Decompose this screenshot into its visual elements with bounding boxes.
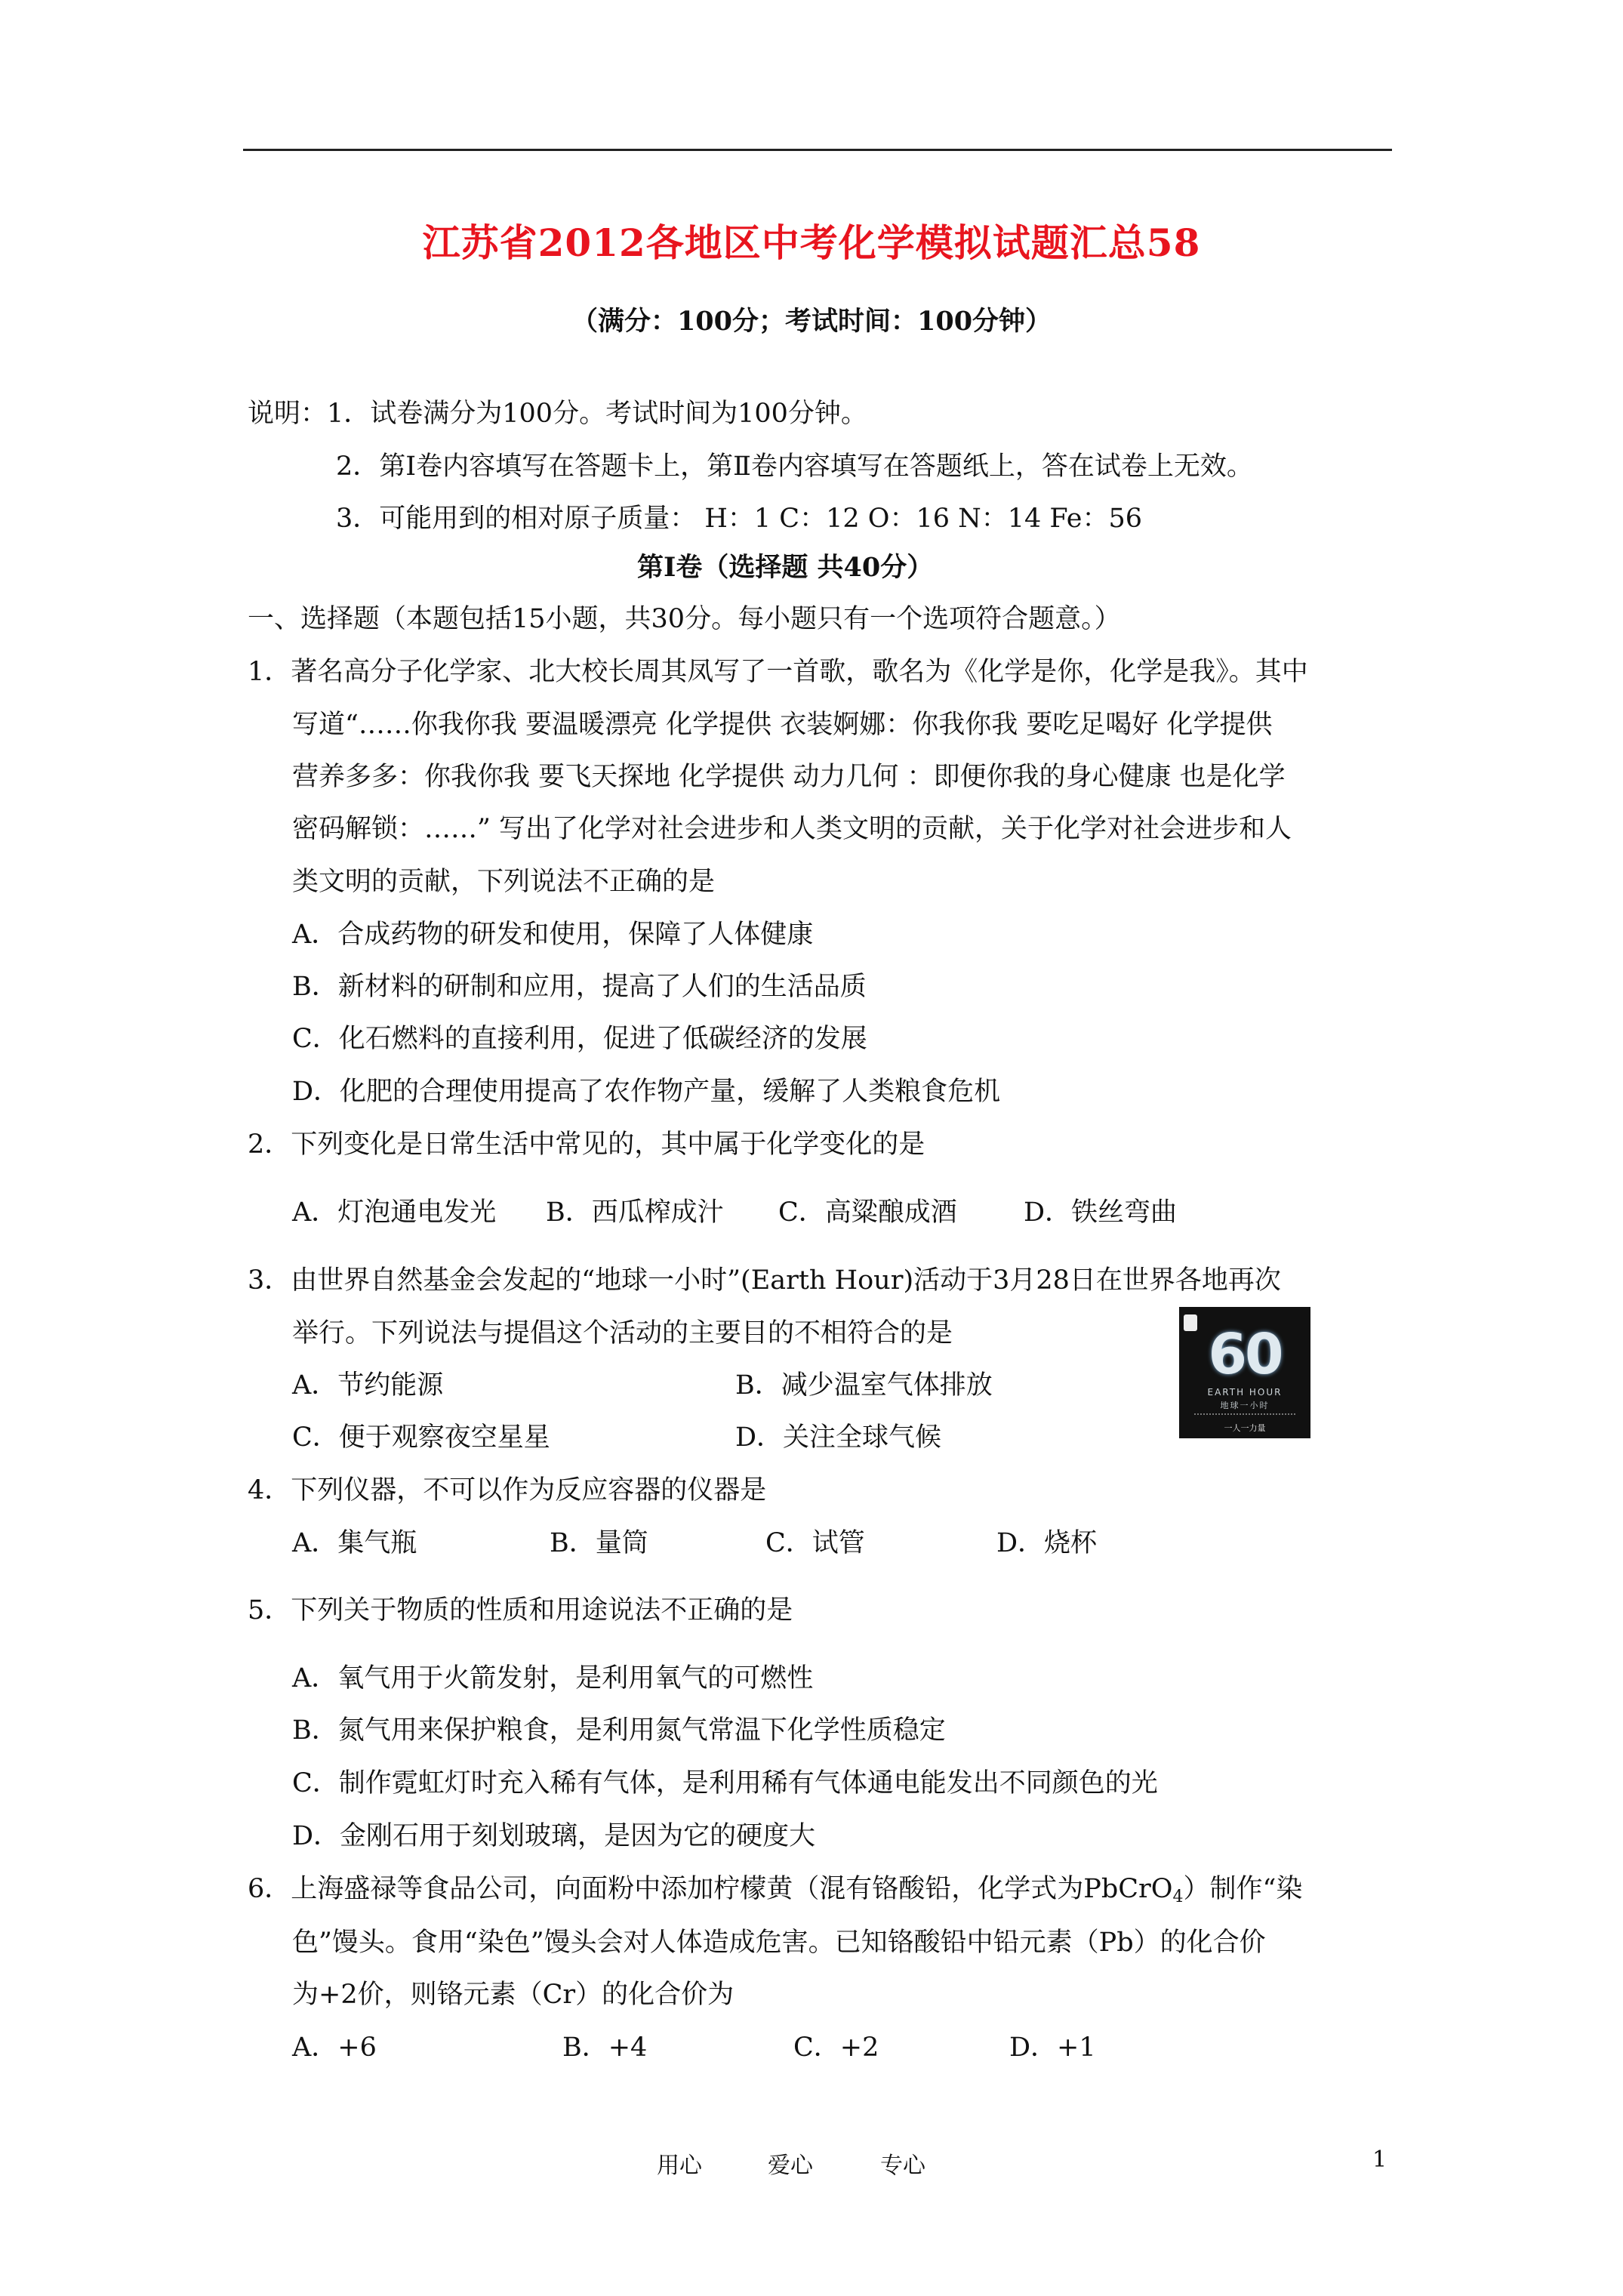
q6-line-1-text: 6．上海盛禄等食品公司，向面粉中添加柠檬黄（混有铬酸铅，化学式为PbCrO	[248, 1874, 1173, 1904]
q4-option-b: B．量筒	[550, 1528, 648, 1558]
q1-line-1: 1．著名高分子化学家、北大校长周其凤写了一首歌，歌名为《化学是你，化学是我》。其中	[248, 657, 1308, 687]
q3-option-c: C．便于观察夜空星星	[292, 1422, 550, 1453]
q2-option-c: C．高粱酿成酒	[778, 1197, 957, 1228]
q3-option-d: D．关注全球气候	[735, 1422, 942, 1453]
q2-option-d: D．铁丝弯曲	[1024, 1197, 1178, 1228]
q5-stem: 5．下列关于物质的性质和用途说法不正确的是	[248, 1595, 793, 1626]
instruction-1: 说明：1．试卷满分为100分。考试时间为100分钟。	[248, 399, 867, 429]
q1-option-b: B．新材料的研制和应用，提高了人们的生活品质	[292, 972, 867, 1002]
q1-line-4: 密码解锁：……” 写出了化学对社会进步和人类文明的贡献，关于化学对社会进步和人	[292, 814, 1292, 844]
q3-option-b: B．减少温室气体排放	[735, 1370, 993, 1401]
q6-line-1-tail: ）制作“染	[1183, 1874, 1303, 1904]
q1-option-d: D．化肥的合理使用提高了农作物产量，缓解了人类粮食危机	[292, 1077, 1001, 1107]
q3-option-a: A．节约能源	[292, 1370, 444, 1401]
q5-option-c: C．制作霓虹灯时充入稀有气体，是利用稀有气体通电能发出不同颜色的光	[292, 1768, 1158, 1798]
q6-line-3: 为+2价，则铬元素（Cr）的化合价为	[292, 1980, 735, 2010]
q2-options	[292, 1196, 1273, 1229]
instruction-3: 3．可能用到的相对原子质量： H：1 C：12 O：16 N：14 Fe：56	[336, 504, 1143, 534]
footer-item-3: 专心	[880, 2153, 925, 2179]
q6-formula-subscript: 4	[1172, 1888, 1184, 1906]
q6-option-a: A．+6	[292, 2032, 377, 2063]
footer-item-2: 爱心	[768, 2153, 813, 2179]
q1-line-5: 类文明的贡献，下列说法不正确的是	[292, 867, 716, 897]
q5-option-d: D．金刚石用于刻划玻璃，是因为它的硬度大	[292, 1821, 816, 1851]
q3-options-row-2	[292, 1421, 1123, 1454]
q2-option-a: A．灯泡通电发光	[292, 1197, 497, 1228]
q4-option-c: C．试管	[765, 1528, 865, 1558]
q4-option-a: A．集气瓶	[292, 1528, 417, 1558]
earth-hour-poster-image	[1179, 1307, 1310, 1438]
q2-option-b: B．西瓜榨成汁	[546, 1197, 724, 1228]
header-rule	[243, 149, 1392, 151]
q3-line-1: 3．由世界自然基金会发起的“地球一小时”(Earth Hour)活动于3月28日在世界各地再次	[248, 1265, 1281, 1296]
page-number: 1	[1372, 2147, 1387, 2173]
q6-line-2: 色”馒头。食用“染色”馒头会对人体造成危害。已知铬酸铅中铅元素（Pb）的化合价	[292, 1928, 1266, 1958]
q5-option-a: A．氧气用于火箭发射，是利用氧气的可燃性	[292, 1663, 814, 1693]
q1-line-2: 写道“……你我你我 要温暖漂亮 化学提供 衣装婀娜：你我你我 要吃足喝好 化学提供	[292, 710, 1273, 740]
q6-options	[292, 2031, 1198, 2064]
q4-stem: 4．下列仪器，不可以作为反应容器的仪器是	[248, 1475, 767, 1505]
document-subtitle: （满分：100分；考试时间：100分钟）	[571, 306, 1052, 337]
poster-line-2: 地球一小时	[1220, 1401, 1270, 1410]
part-title: 第Ⅰ卷（选择题 共40分）	[637, 552, 934, 583]
q4-options	[292, 1527, 1198, 1560]
q2-stem: 2．下列变化是日常生活中常见的，其中属于化学变化的是	[248, 1130, 925, 1160]
q6-option-d: D．+1	[1009, 2032, 1096, 2063]
q1-option-a: A．合成药物的研发和使用，保障了人体健康	[292, 920, 814, 950]
poster-bottom-text: 一人一力量	[1224, 1423, 1266, 1433]
poster-big-text: 60	[1208, 1322, 1282, 1387]
instruction-2: 2．第Ⅰ卷内容填写在答题卡上，第Ⅱ卷内容填写在答题纸上，答在试卷上无效。	[336, 451, 1253, 482]
poster-line-1: EARTH HOUR	[1207, 1387, 1283, 1398]
poster-fine-print	[1194, 1413, 1295, 1416]
document-title: 江苏省2012各地区中考化学模拟试题汇总58	[422, 220, 1201, 265]
q6-line-1	[248, 1872, 1302, 1914]
q4-option-d: D．烧杯	[996, 1528, 1098, 1558]
q3-options-row-1	[292, 1369, 1123, 1402]
q3-line-2: 举行。下列说法与提倡这个活动的主要目的不相符合的是	[292, 1318, 953, 1348]
q5-option-b: B．氮气用来保护粮食，是利用氮气常温下化学性质稳定	[292, 1715, 946, 1746]
q6-option-b: B．+4	[562, 2032, 648, 2063]
q6-option-c: C．+2	[793, 2032, 879, 2063]
footer-item-1: 用心	[657, 2153, 702, 2179]
q1-line-3: 营养多多：你我你我 要飞天探地 化学提供 动力几何 ：即便你我的身心健康 也是化学	[292, 762, 1286, 792]
q1-option-c: C．化石燃料的直接利用，促进了低碳经济的发展	[292, 1024, 867, 1054]
section-title: 一、选择题（本题包括15小题，共30分。每小题只有一个选项符合题意。）	[248, 604, 1121, 634]
